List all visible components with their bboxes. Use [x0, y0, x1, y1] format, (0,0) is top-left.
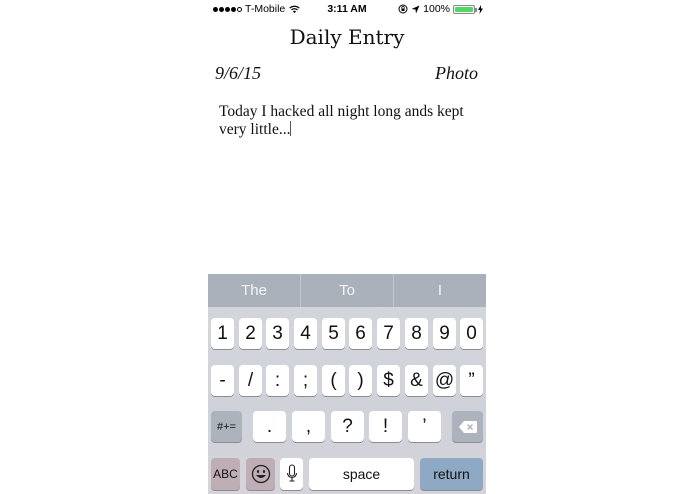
dictation-key[interactable] — [280, 458, 303, 490]
key-5[interactable]: 5 — [322, 318, 345, 349]
key-close-paren[interactable]: ) — [349, 365, 372, 396]
key-9[interactable]: 9 — [433, 318, 456, 349]
keyboard — [208, 274, 486, 494]
key-at[interactable]: @ — [433, 365, 456, 396]
delete-key[interactable] — [452, 411, 483, 442]
key-exclamation[interactable]: ! — [369, 411, 402, 442]
status-right — [398, 3, 483, 15]
key-comma[interactable]: , — [292, 411, 325, 442]
key-4[interactable]: 4 — [294, 318, 317, 349]
phone-screen — [208, 0, 486, 494]
key-dollar[interactable]: $ — [377, 365, 400, 396]
text-cursor — [290, 121, 291, 136]
page-title: Daily Entry — [289, 25, 405, 49]
predictive-text-bar — [208, 274, 486, 307]
key-apostrophe[interactable]: ’ — [408, 411, 441, 442]
symbols-toggle-key[interactable]: #+= — [211, 411, 242, 442]
prediction-1[interactable]: The — [208, 274, 301, 307]
battery-icon — [453, 5, 475, 14]
orientation-lock-icon — [398, 4, 408, 14]
entry-text-area[interactable] — [219, 103, 479, 263]
key-hyphen[interactable]: - — [211, 365, 234, 396]
key-open-paren[interactable]: ( — [322, 365, 345, 396]
battery-percent: 100% — [423, 3, 450, 15]
key-6[interactable]: 6 — [349, 318, 372, 349]
key-question[interactable]: ? — [331, 411, 364, 442]
entry-date: 9/6/15 — [215, 63, 262, 83]
key-colon[interactable]: : — [266, 365, 289, 396]
return-key[interactable]: return — [420, 458, 483, 490]
photo-button[interactable]: Photo — [435, 63, 478, 83]
status-bar — [208, 0, 486, 18]
location-arrow-icon — [411, 5, 420, 14]
key-1[interactable]: 1 — [211, 318, 234, 349]
carrier-name: T-Mobile — [245, 3, 286, 15]
abc-key[interactable]: ABC — [211, 458, 240, 490]
key-7[interactable]: 7 — [377, 318, 400, 349]
backspace-icon — [458, 420, 478, 434]
key-semicolon[interactable]: ; — [294, 365, 317, 396]
key-0[interactable]: 0 — [460, 318, 483, 349]
key-8[interactable]: 8 — [405, 318, 428, 349]
charging-bolt-icon — [478, 5, 483, 14]
key-period[interactable]: . — [253, 411, 286, 442]
emoji-icon — [251, 464, 271, 484]
status-time: 3:11 AM — [327, 3, 367, 15]
key-3[interactable]: 3 — [266, 318, 289, 349]
emoji-key[interactable] — [246, 458, 275, 490]
prediction-3[interactable]: I — [437, 282, 443, 299]
entry-text-content: Today I hacked all night long ands kept very little... — [219, 103, 468, 138]
prediction-2[interactable]: To — [301, 274, 394, 307]
key-slash[interactable]: / — [239, 365, 262, 396]
space-key[interactable]: space — [309, 458, 414, 490]
key-quote[interactable]: ” — [460, 365, 483, 396]
key-2[interactable]: 2 — [239, 318, 262, 349]
microphone-icon — [286, 464, 298, 484]
key-ampersand[interactable]: & — [405, 365, 428, 396]
